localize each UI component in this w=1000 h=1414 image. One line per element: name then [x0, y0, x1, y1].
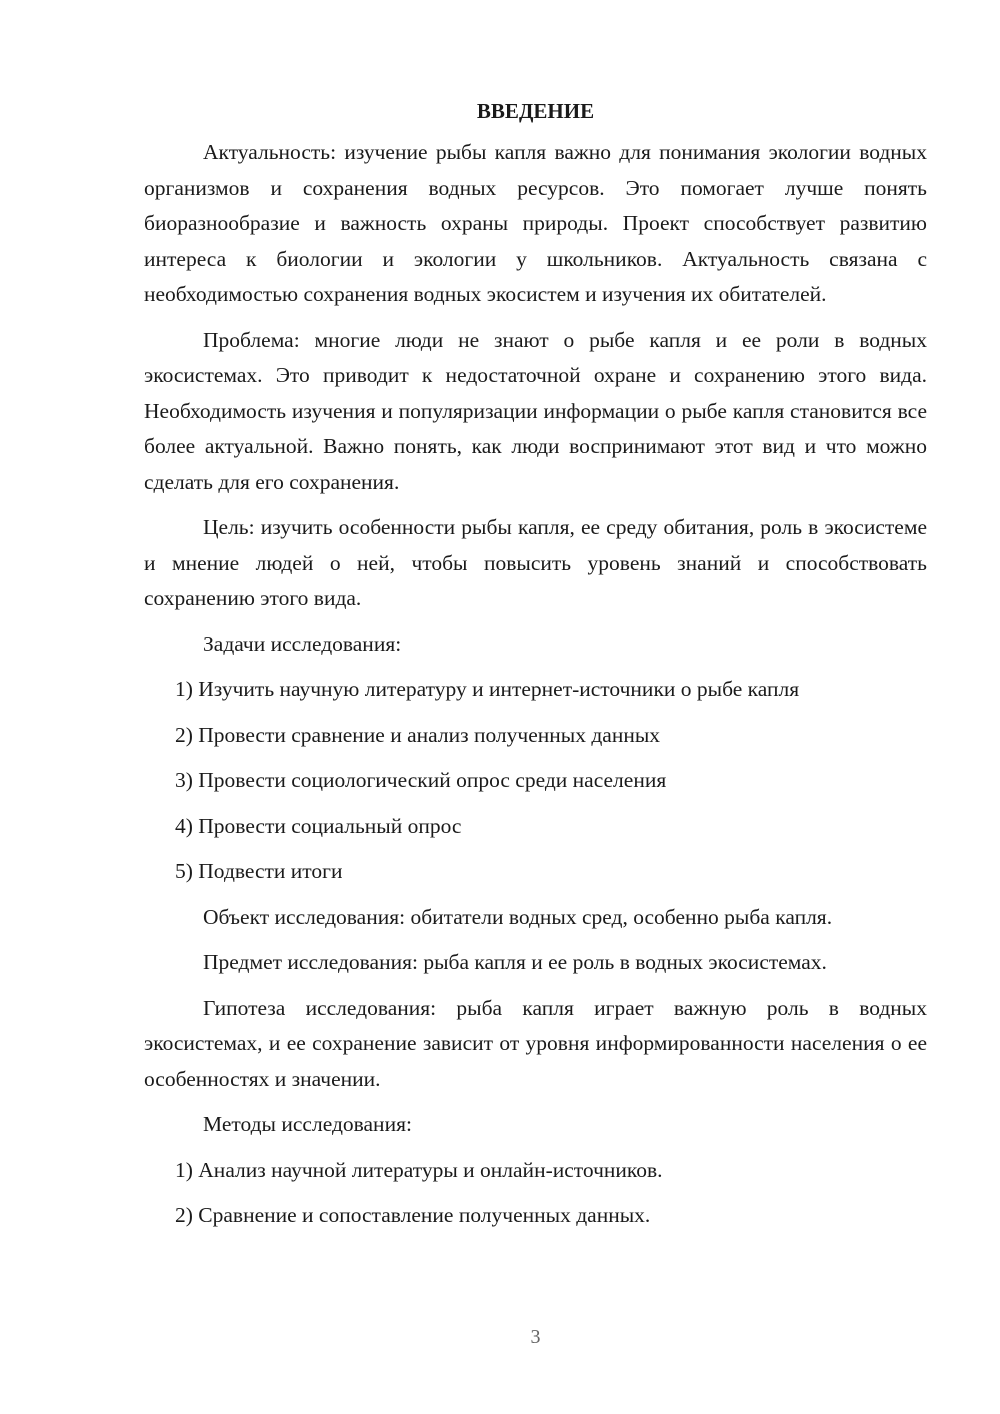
subject-paragraph: Предмет исследования: рыба капля и ее роль в водных экосистемах.: [203, 950, 827, 974]
document-body: [144, 96, 927, 1244]
methods-label: Методы исследования:: [203, 1112, 412, 1136]
list-item: 3) Провести социологический опрос среди населения: [175, 768, 667, 792]
methods-list: [144, 1153, 927, 1234]
list-item: 2) Провести сравнение и анализ полученных данных: [175, 722, 661, 747]
section-heading: ВВЕДЕНИЕ: [476, 99, 595, 123]
list-item: 5) Подвести итоги: [175, 859, 343, 883]
goal-paragraph: Цель: изучить особенности рыбы капля, ее среду обитания, роль в экосистеме и мнение людей о ней, чтобы повысить уровень знаний и способствовать сохранению этого вида.: [144, 515, 927, 610]
list-item: 2) Сравнение и сопоставление полученных данных.: [175, 1203, 651, 1227]
list-item: 1) Анализ научной литературы и онлайн-источников.: [175, 1157, 663, 1182]
object-paragraph: Объект исследования: обитатели водных сред, особенно рыба капля.: [203, 904, 833, 929]
list-item: 4) Провести социальный опрос: [175, 813, 462, 838]
relevance-paragraph: Актуальность: изучение рыбы капля важно для понимания экологии водных организмов и сохранения водных ресурсов. Это помогает лучше понять биоразнообразие и важность охраны природы. Проект способствует развитию интереса к биологии и экологии у школьников. Актуальность связана с необходимостью сохранения водных экосистем и изучения их обитателей.: [144, 140, 927, 306]
tasks-label: Задачи исследования:: [203, 631, 402, 656]
list-item: 1) Изучить научную литературу и интернет-источники о рыбе капля: [175, 677, 800, 701]
problem-paragraph: Проблема: многие люди не знают о рыбе капля и ее роли в водных экосистемах. Это приводит к недостаточной охране и сохранению этого вида. Необходимость изучения и популяризации информации о рыбе капля становится все более актуальной. Важно понять, как люди воспринимают этот вид и что можно сделать для его сохранения.: [144, 327, 927, 494]
hypothesis-paragraph: Гипотеза исследования: рыба капля играет важную роль в водных экосистемах, и ее сохранение зависит от уровня информированности населения о ее особенностях и значении.: [144, 995, 927, 1091]
tasks-list: [144, 672, 927, 890]
page-number: 3: [530, 1326, 541, 1348]
